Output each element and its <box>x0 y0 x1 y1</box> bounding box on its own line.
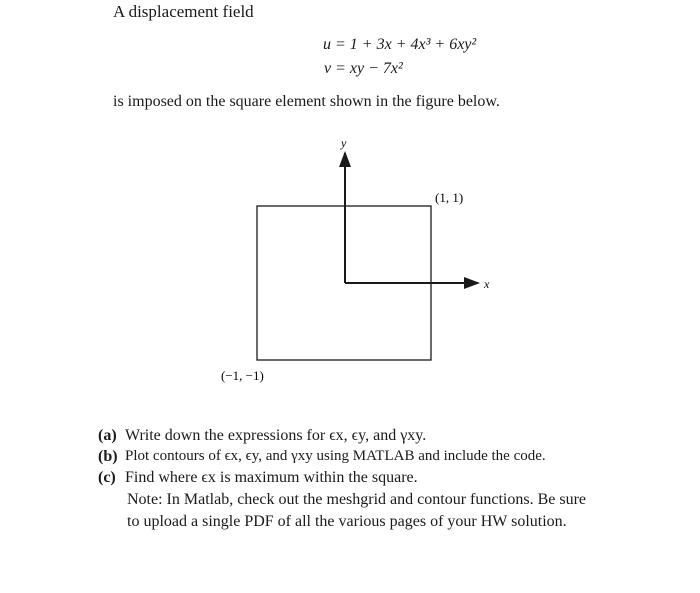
part-b-text: Plot contours of ϵx, ϵy, and γxy using MATLAB and include the code. <box>125 448 546 464</box>
note-text: Note: In Matlab, check out the meshgrid and contour functions. Be sure to upload a single PDF of all the various pages of your HW solution. <box>127 491 586 530</box>
corner-label-bottom-left: (−1, −1) <box>221 368 264 383</box>
equation-u: u = 1 + 3x + 4x³ + 6xy² <box>323 36 477 53</box>
intro-text: A displacement field <box>113 2 254 21</box>
part-c <box>98 467 546 488</box>
imposed-text: is imposed on the square element shown in the figure below. <box>113 93 500 110</box>
part-c-text: Find where ϵx is maximum within the square. <box>125 469 418 486</box>
part-a-tag: (a) <box>98 427 117 444</box>
y-axis-label: y <box>341 136 347 150</box>
x-axis-label: x <box>484 277 490 291</box>
corner-label-top-right: (1, 1) <box>435 190 464 205</box>
part-b-tag: (b) <box>98 448 118 465</box>
part-c-tag: (c) <box>98 469 116 486</box>
part-a <box>98 425 546 446</box>
part-b <box>98 446 546 467</box>
part-a-text: Write down the expressions for ϵx, ϵy, and γxy. <box>125 427 427 444</box>
question-parts <box>98 425 546 488</box>
equation-v: v = xy − 7x² <box>324 60 403 77</box>
